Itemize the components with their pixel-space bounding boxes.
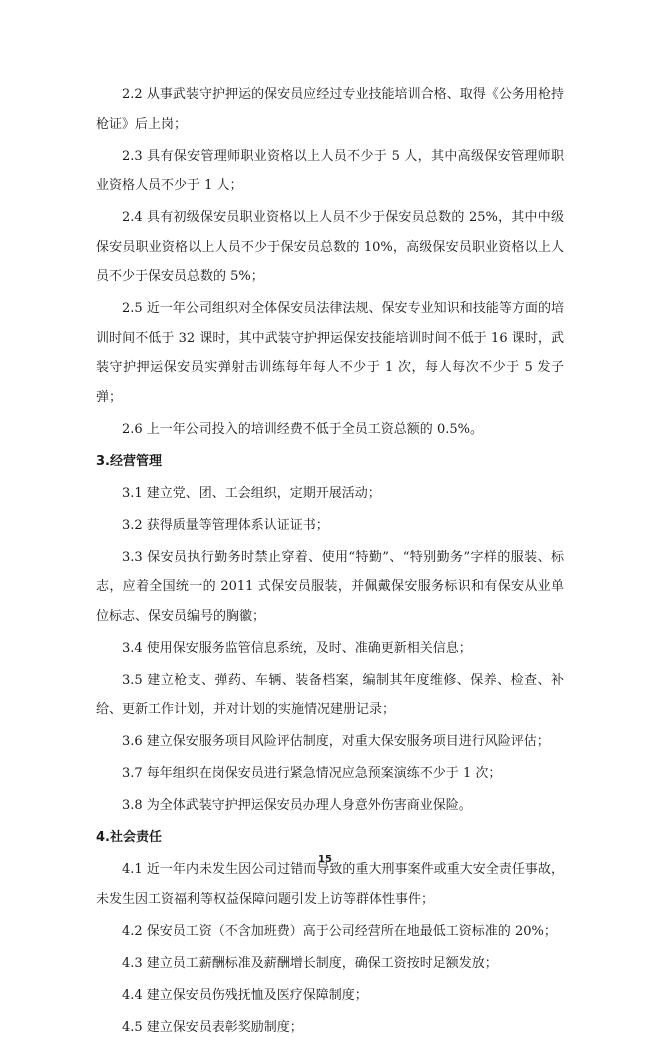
paragraph-3-8: 3.8 为全体武装守护押运保安员办理人身意外伤害商业保险。 [122,798,472,813]
paragraph-4-3: 4.3 建立员工薪酬标准及薪酬增长制度，确保工资按时足额发放； [122,955,498,971]
paragraph-4-2: 4.2 保安员工资（不含加班费）高于公司经营所在地最低工资标准的 20%； [122,923,557,939]
paragraph-2-3: 2.3 具有保安管理师职业资格以上人员不少于 5 人，其中高级保安管理师职业资格人员不少于 1 人； [96,148,564,193]
paragraph-4-5: 4.5 建立保安员表彰奖励制度； [122,1019,303,1035]
paragraph-2-4: 2.4 具有初级保安员职业资格以上人员不少于保安员总数的 25%，其中中级保安员职业资格以上人员不少于保安员总数的 10%，高级保安员职业资格以上人员不少于保安员总数的 5%； [96,210,564,284]
page-number: 15 [318,854,332,865]
page-content [96,80,564,1045]
paragraph-3-3: 3.3 保安员执行勤务时禁止穿着、使用“特勤”、“特别勤务”字样的服装、标志，应着全国统一的 2011 式保安员服装，并佩戴保安服务标识和有保安从业单位标志、保安员编号的胸徽； [96,549,564,624]
paragraph-2-2: 2.2 从事武装守护押运的保安员应经过专业技能培训合格、取得《公务用枪持枪证》后上岗； [96,87,564,132]
paragraph-2-5: 2.5 近一年公司组织对全体保安员法律法规、保安专业知识和技能等方面的培训时间不低于 32 课时，其中武装守护押运保安技能培训时间不低于 16 课时，武装守护押运保安员实弹射击训练每年每人不少于 1 次，每人每次不少于 5 发子弹； [96,301,564,405]
section-heading-operations: 3.经营管理 [96,453,162,469]
paragraph-4-4: 4.4 建立保安员伤残抚恤及医疗保障制度； [122,987,368,1003]
paragraph-3-7: 3.7 每年组织在岗保安员进行紧急情况应急预案演练不少于 1 次； [122,766,502,781]
paragraph-4-1: 4.1 近一年内未发生因公司过错而导致的重大刑事案件或重大安全责任事故，未发生因工资福利等权益保障问题引发上访等群体性事件； [96,862,564,907]
paragraph-3-4: 3.4 使用保安服务监管信息系统，及时、准确更新相关信息； [122,640,472,656]
paragraph-3-2: 3.2 获得质量等管理体系认证证书； [122,517,329,533]
section-heading-social-responsibility: 4.社会责任 [96,830,162,845]
paragraph-2-6: 2.6 上一年公司投入的培训经费不低于全员工资总额的 0.5%。 [122,421,483,437]
paragraph-3-5: 3.5 建立枪支、弹药、车辆、装备档案，编制其年度维修、保养、检查、补给、更新工作计划，并对计划的实施情况建册记录； [96,672,564,717]
paragraph-3-6: 3.6 建立保安服务项目风险评估制度，对重大保安服务项目进行风险评估； [122,734,550,749]
paragraph-3-1: 3.1 建立党、团、工会组织，定期开展活动； [122,485,381,501]
